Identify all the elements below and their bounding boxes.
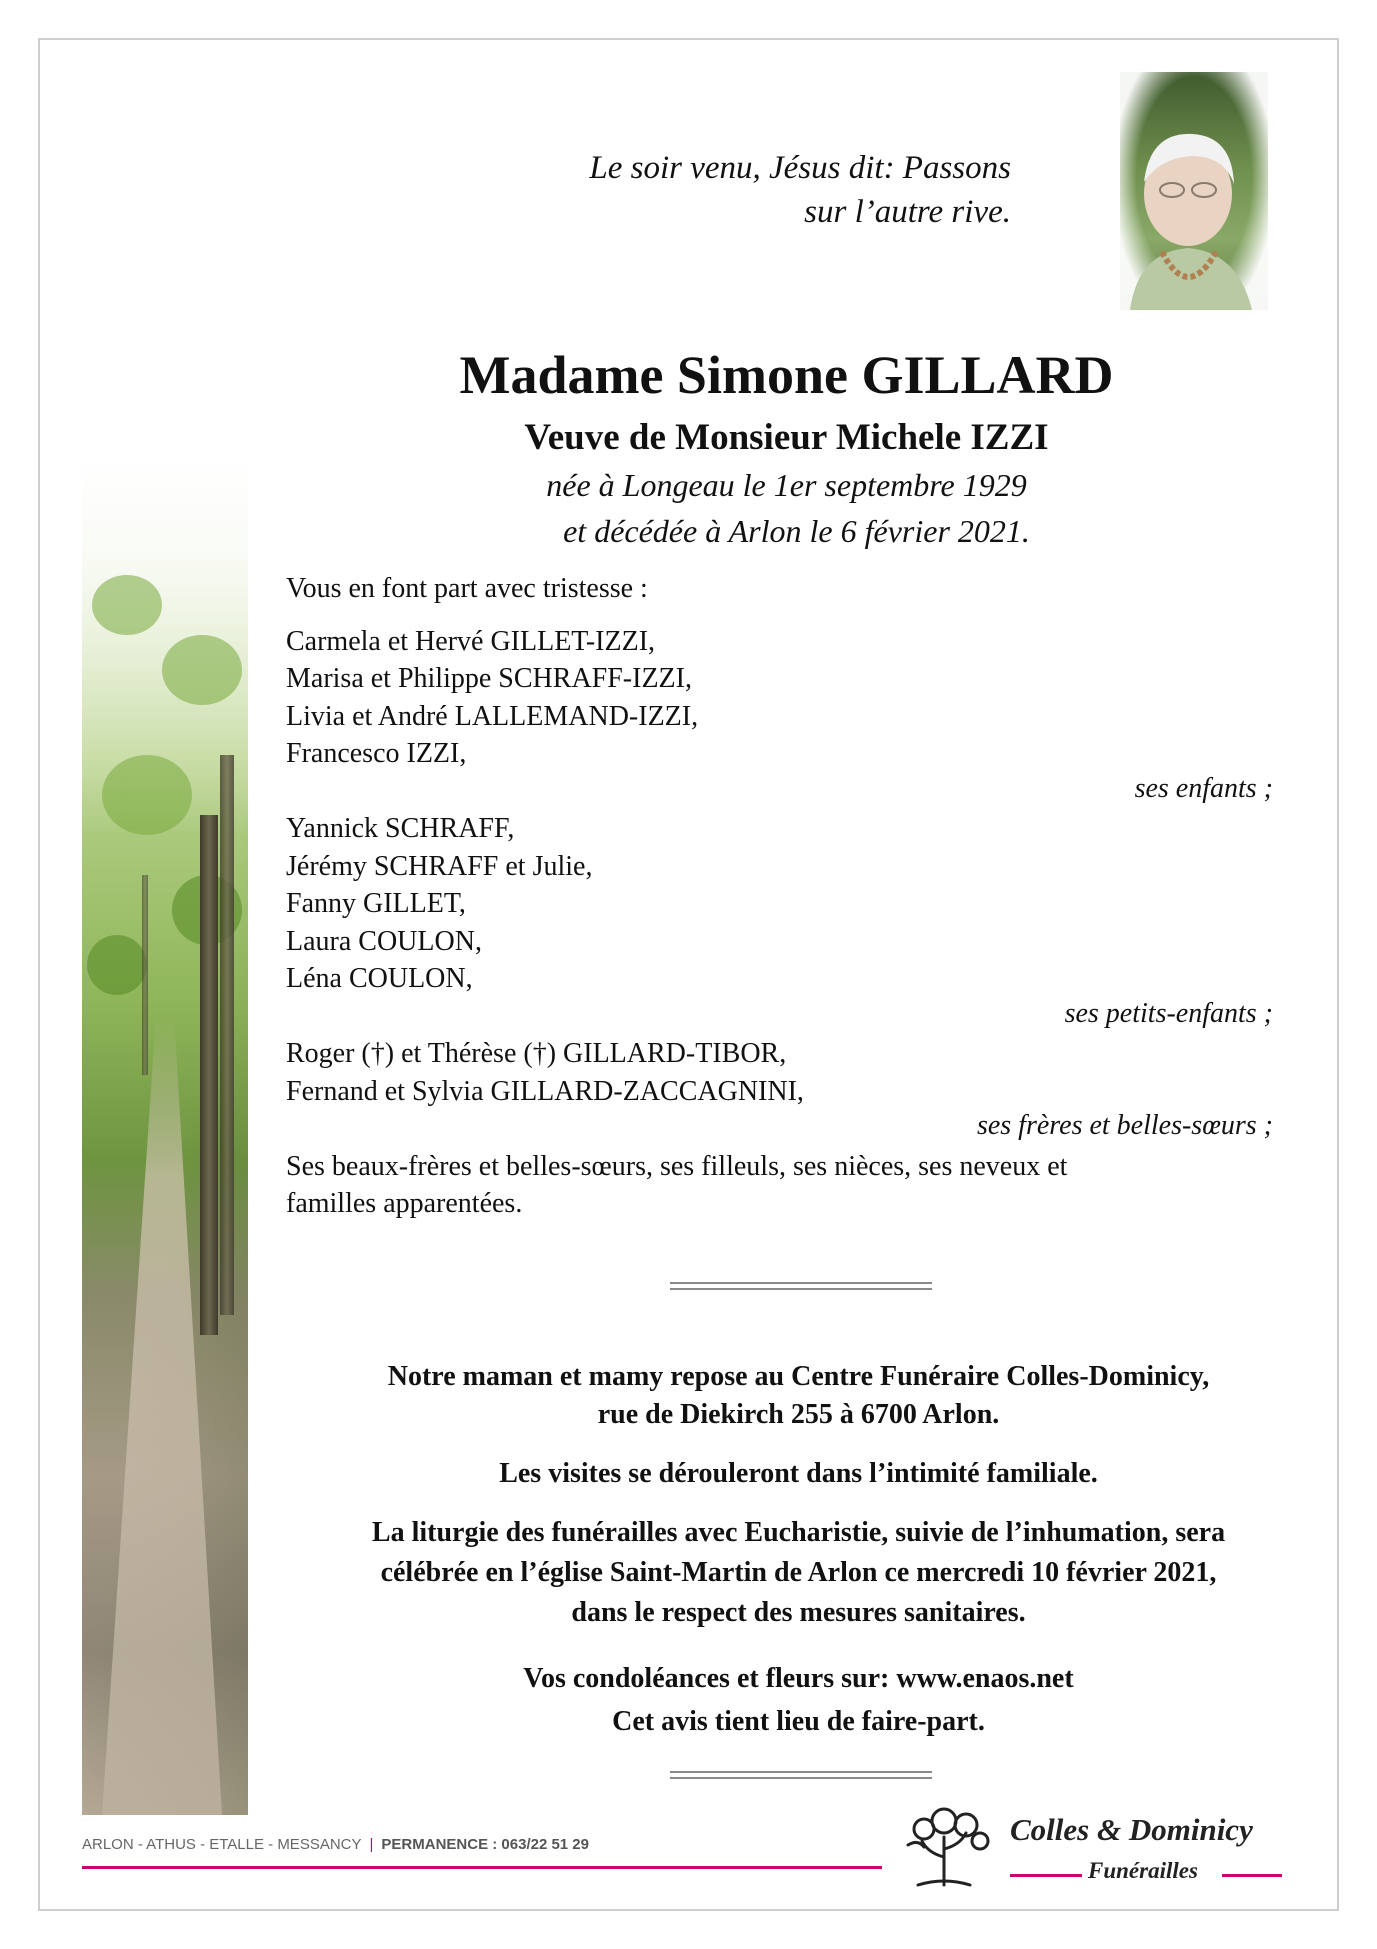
- grandchildren-label: ses petits-enfants ;: [1064, 998, 1273, 1029]
- quote-line-2: sur l’autre rive.: [804, 194, 1011, 230]
- list-item: Jérémy SCHRAFF et Julie,: [286, 851, 593, 882]
- liturgy-line-3: dans le respect des mesures sanitaires.: [571, 1597, 1026, 1628]
- list-item: Fernand et Sylvia GILLARD-ZACCAGNINI,: [286, 1076, 804, 1107]
- birth-info: née à Longeau le 1er septembre 1929: [546, 467, 1027, 503]
- brand-name: Colles & Dominicy: [1010, 1812, 1253, 1847]
- brand-subtitle: Funérailles: [1088, 1858, 1198, 1883]
- intro-text: Vous en font part avec tristesse :: [286, 573, 648, 604]
- list-item: Léna COULON,: [286, 963, 473, 994]
- separator-top: [670, 1282, 932, 1290]
- list-item: Fanny GILLET,: [286, 888, 466, 919]
- list-item: Carmela et Hervé GILLET-IZZI,: [286, 626, 656, 657]
- list-item: Francesco IZZI,: [286, 738, 467, 769]
- visits-text: Les visites se dérouleront dans l’intimité familiale.: [499, 1458, 1098, 1489]
- rest-place-line-2: rue de Diekirch 255 à 6700 Arlon.: [597, 1399, 1000, 1430]
- children-label: ses enfants ;: [1134, 773, 1273, 804]
- others-line-2: familles apparentées.: [286, 1188, 523, 1219]
- footer-accent-line: [82, 1866, 882, 1869]
- rest-place-line-1: Notre maman et mamy repose au Centre Funéraire Colles-Dominicy,: [387, 1361, 1210, 1392]
- brand-accent-line-right: [1222, 1874, 1282, 1877]
- footer-locations: ARLON - ATHUS - ETALLE - MESSANCY: [82, 1836, 362, 1853]
- widow-of: Veuve de Monsieur Michele IZZI: [524, 417, 1049, 458]
- footer-contact: [82, 1836, 589, 1853]
- forest-path-image: [82, 455, 248, 1815]
- deceased-name: Madame Simone GILLARD: [459, 345, 1114, 405]
- tree-logo-icon: [888, 1797, 1000, 1887]
- quote-line-1: Le soir venu, Jésus dit: Passons: [589, 150, 1011, 186]
- list-item: Yannick SCHRAFF,: [286, 813, 515, 844]
- separator-bottom: [670, 1771, 932, 1779]
- condolences-text: Vos condoléances et fleurs sur: www.enaos.net: [523, 1663, 1074, 1694]
- list-item: Marisa et Philippe SCHRAFF-IZZI,: [286, 663, 692, 694]
- list-item: Laura COULON,: [286, 926, 482, 957]
- liturgy-line-2: célébrée en l’église Saint-Martin de Arlon ce mercredi 10 février 2021,: [380, 1557, 1217, 1588]
- siblings-label: ses frères et belles-sœurs ;: [976, 1110, 1273, 1141]
- brand-accent-line-left: [1010, 1874, 1082, 1877]
- footer-permanence: PERMANENCE : 063/22 51 29: [381, 1836, 589, 1853]
- liturgy-line-1: La liturgie des funérailles avec Eucharistie, suivie de l’inhumation, sera: [371, 1517, 1226, 1548]
- list-item: Livia et André LALLEMAND-IZZI,: [286, 701, 699, 732]
- notice-text: Cet avis tient lieu de faire-part.: [612, 1706, 985, 1737]
- footer-separator: |: [369, 1836, 374, 1853]
- portrait-photo: [1120, 72, 1268, 310]
- others-line-1: Ses beaux-frères et belles-sœurs, ses filleuls, ses nièces, ses neveux et: [286, 1151, 1068, 1182]
- list-item: Roger (†) et Thérèse (†) GILLARD-TIBOR,: [286, 1038, 787, 1069]
- death-info: et décédée à Arlon le 6 février 2021.: [563, 513, 1030, 549]
